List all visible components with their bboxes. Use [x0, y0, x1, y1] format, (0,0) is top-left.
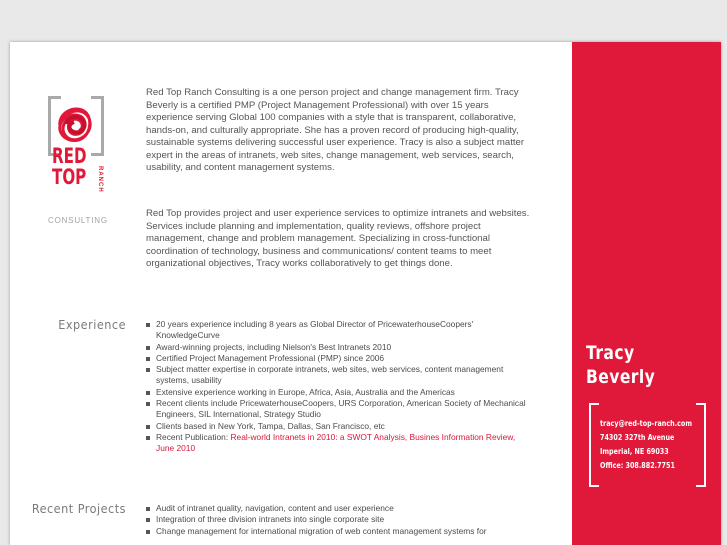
publication-link[interactable]: Real-world Intranets in 2010: a SWOT Analysis, Busines Information Review, June 2010	[156, 431, 516, 454]
list-item: Change management for international migration of web content management systems for	[146, 526, 526, 537]
list-item: Clients based in New York, Tampa, Dallas, San Francisco, etc	[146, 421, 526, 432]
intro-paragraph-1: Red Top Ranch Consulting is a one person project and change management firm. Tracy Beverly is a certified PMP (Project Management Professional) with over 15 years experience serving Global 100 companies with a style that is transparent, collaborative, hands-on, and culturally appropriate. She has a proven record of producing high-quality, sustainable systems delivering successful user experience. Tracy is also a subject matter expert in the areas of intranets, web sites, change management, web services, search, usability, and content management systems.	[146, 87, 525, 173]
contact-box	[589, 403, 706, 487]
logo-word-ranch: RANCH	[97, 166, 103, 193]
first-name: Tracy	[586, 342, 635, 364]
experience-heading: Experience	[58, 317, 126, 332]
logo-tagline: CONSULTING	[48, 216, 108, 225]
red-scribble-icon	[54, 104, 96, 146]
contact-address: 74302 327th Avenue	[600, 433, 675, 442]
projects-list	[146, 503, 526, 537]
publication-item	[146, 432, 526, 455]
contact-right-bracket	[696, 403, 706, 487]
intro-paragraph-2: Red Top provides project and user experience services to optimize intranets and websites. Services include planning and implementation, quality reviews, offshore project management, change and problem management. Specializing in cross-functional coordination of technology, business and communications/ content teams to meet organizational objectives, Tracy works collaboratively to get things done.	[146, 208, 530, 269]
list-item: Subject matter expertise in corporate intranets, web sites, web services, content management systems, usability	[146, 364, 526, 387]
list-item: 20 years experience including 8 years as Global Director of PricewaterhouseCoopers' KnowledgeCurve	[146, 319, 526, 342]
publication-prefix: Recent Publication:	[156, 431, 231, 442]
contact-email[interactable]: tracy@red-top-ranch.com	[600, 419, 692, 428]
last-name: Beverly	[586, 366, 656, 388]
recent-projects-heading: Recent Projects	[31, 501, 126, 516]
logo-word-red: RED	[52, 144, 87, 168]
contact-city: Imperial, NE 69033	[600, 447, 669, 456]
list-item: Audit of intranet quality, navigation, content and user experience	[146, 503, 526, 514]
list-item: Certified Project Management Professional (PMP) since 2006	[146, 353, 526, 364]
list-item: Integration of three division intranets into single corporate site	[146, 514, 526, 525]
red-top-ranch-logo	[48, 96, 108, 228]
contact-phone: Office: 308.882.7751	[600, 461, 675, 470]
list-item: Award-winning projects, including Nielson's Best Intranets 2010	[146, 342, 526, 353]
experience-list	[146, 319, 526, 455]
contact-left-bracket	[589, 403, 599, 487]
list-item: Extensive experience working in Europe, Africa, Asia, Australia and the Americas	[146, 387, 526, 398]
logo-word-top: TOP	[52, 165, 87, 189]
list-item: Recent clients include PricewaterhouseCoopers, URS Corporation, American Society of Mechanical Engineers, SIL International, Strategy Studio	[146, 398, 526, 421]
brochure-page	[10, 42, 721, 545]
contact-sidebar	[572, 42, 721, 545]
